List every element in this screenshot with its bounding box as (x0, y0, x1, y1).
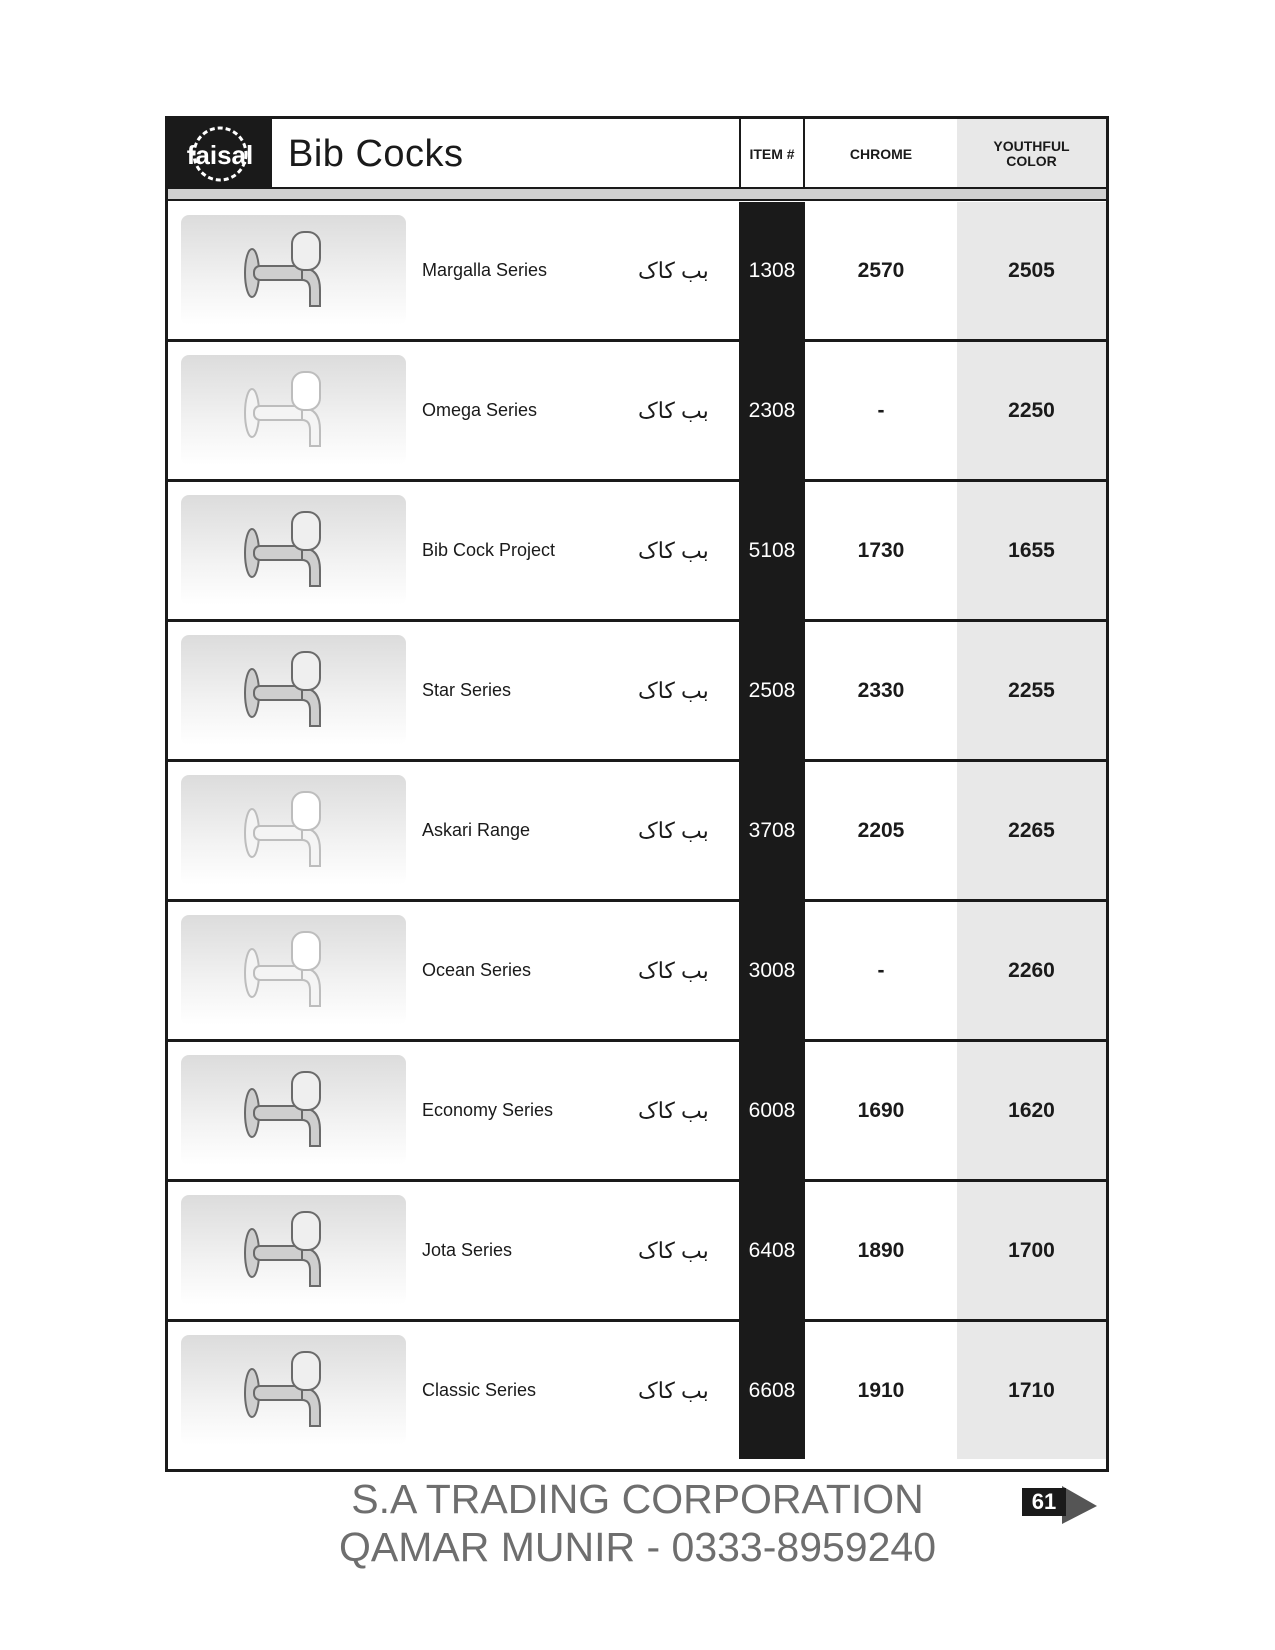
product-name-urdu: بب کاک (638, 1237, 709, 1263)
product-name-urdu: بب کاک (638, 817, 709, 843)
chrome-price: 1910 (857, 1378, 905, 1402)
product-image (181, 215, 406, 325)
page-title: Bib Cocks (288, 132, 464, 175)
faucet-icon (224, 218, 364, 323)
item-number: 3708 (739, 762, 805, 899)
table-row (168, 1322, 1106, 1462)
youthful-color-price: 1700 (957, 1182, 1106, 1319)
chrome-price: - (877, 958, 885, 982)
product-name-urdu: بب کاک (638, 257, 709, 283)
table-row (168, 1182, 1106, 1322)
item-number: 6408 (739, 1182, 805, 1319)
header-divider-band (168, 187, 1106, 201)
product-image (181, 1055, 406, 1165)
faucet-icon (224, 778, 364, 883)
faucet-icon (224, 498, 364, 603)
product-image (181, 775, 406, 885)
product-name: Star Series (422, 680, 512, 700)
faucet-icon (224, 918, 364, 1023)
youthful-color-price: 2260 (957, 902, 1106, 1039)
youthful-color-price: 2265 (957, 762, 1106, 899)
item-number: 2508 (739, 622, 805, 759)
youthful-header-line2: COLOR (1006, 153, 1057, 169)
table-row (168, 622, 1106, 762)
product-name: Bib Cock Project (422, 540, 556, 560)
item-number: 3008 (739, 902, 805, 1039)
logo-text: faisal (186, 140, 254, 170)
youthful-color-price: 1710 (957, 1322, 1106, 1459)
item-number-header: ITEM # (739, 119, 805, 189)
product-name: Omega Series (422, 400, 538, 420)
table-row (168, 762, 1106, 902)
price-list-table (165, 116, 1109, 1472)
chrome-price: 2205 (857, 818, 905, 842)
brand-logo (168, 119, 272, 189)
chrome-header: CHROME (805, 119, 957, 189)
product-name: Margalla Series (422, 260, 548, 280)
chrome-price: - (877, 398, 885, 422)
item-number: 6008 (739, 1042, 805, 1179)
item-number: 1308 (739, 202, 805, 339)
youthful-header-line1: YOUTHFUL (993, 138, 1070, 154)
youthful-color-price: 1655 (957, 482, 1106, 619)
youthful-color-price: 2505 (957, 202, 1106, 339)
chrome-price: 2330 (857, 678, 905, 702)
product-name: Ocean Series (422, 960, 532, 980)
item-number: 6608 (739, 1322, 805, 1459)
product-name: Economy Series (422, 1100, 554, 1120)
table-header (168, 119, 1106, 189)
faucet-icon (224, 1198, 364, 1303)
product-name-urdu: بب کاک (638, 1097, 709, 1123)
product-image (181, 635, 406, 745)
product-image (181, 355, 406, 465)
page-number: 61 (1022, 1488, 1066, 1516)
youthful-color-price: 2250 (957, 342, 1106, 479)
youthful-color-price: 1620 (957, 1042, 1106, 1179)
faucet-icon (224, 1338, 364, 1443)
chrome-price: 2570 (857, 258, 905, 282)
product-name: Askari Range (422, 820, 531, 840)
table-row (168, 342, 1106, 482)
product-image (181, 915, 406, 1025)
product-name-urdu: بب کاک (638, 957, 709, 983)
chrome-price: 1690 (857, 1098, 905, 1122)
product-name: Classic Series (422, 1380, 537, 1400)
product-image (181, 1195, 406, 1305)
product-name: Jota Series (422, 1240, 513, 1260)
product-name-urdu: بب کاک (638, 677, 709, 703)
table-row (168, 1042, 1106, 1182)
contact-line: QAMAR MUNIR - 0333-8959240 (338, 1524, 937, 1570)
faucet-icon (224, 638, 364, 743)
chrome-price: 1890 (857, 1238, 905, 1262)
table-row (168, 902, 1106, 1042)
chrome-price: 1730 (857, 538, 905, 562)
product-image (181, 495, 406, 605)
product-name-urdu: بب کاک (638, 1377, 709, 1403)
youthful-color-header (957, 119, 1106, 189)
faucet-icon (224, 358, 364, 463)
product-image (181, 1335, 406, 1445)
faisal-logo-icon (174, 123, 266, 185)
product-rows (168, 202, 1106, 1462)
faucet-icon (224, 1058, 364, 1163)
table-row (168, 202, 1106, 342)
product-name-urdu: بب کاک (638, 397, 709, 423)
product-name-urdu: بب کاک (638, 537, 709, 563)
table-row (168, 482, 1106, 622)
item-number: 2308 (739, 342, 805, 479)
company-name: S.A TRADING CORPORATION (351, 1476, 924, 1522)
item-number: 5108 (739, 482, 805, 619)
youthful-color-price: 2255 (957, 622, 1106, 759)
